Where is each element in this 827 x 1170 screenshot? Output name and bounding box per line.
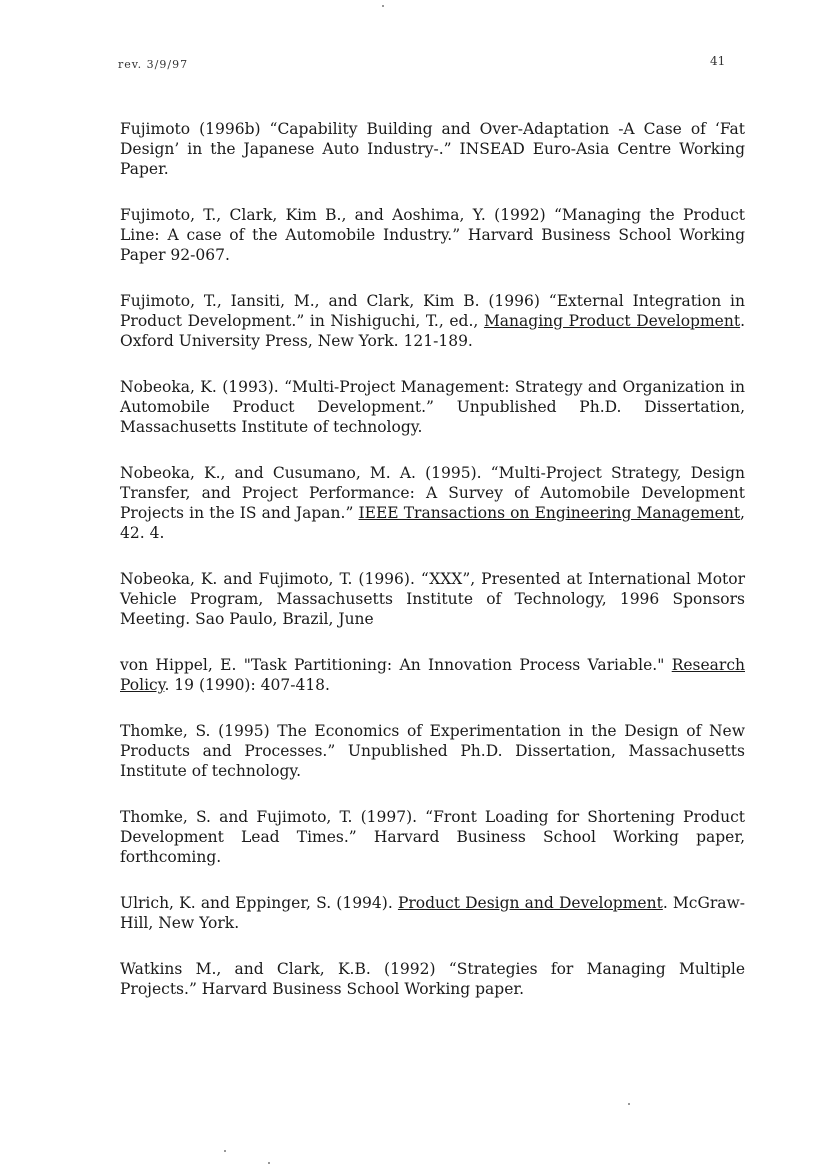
reference-text: , 42. 4. — [120, 504, 745, 542]
reference-text: Fujimoto (1996b) “Capability Building and Over-Adaptation -A Case of ‘Fat Design’ in the Japanese Auto Industry-.” INSEAD Euro-Asia Centre Working Paper. — [120, 120, 745, 178]
reference-title: IEEE Transactions on Engineering Management — [358, 504, 741, 522]
revision-date: rev. 3/9/97 — [118, 58, 189, 71]
reference-text: . 19 (1990): 407-418. — [164, 676, 330, 694]
reference-nobeoka-1993 — [120, 377, 745, 437]
reference-fujimoto-clark-aoshima-1992 — [120, 205, 745, 265]
scan-speck — [628, 1103, 630, 1105]
scan-speck — [268, 1162, 270, 1164]
reference-title: Product Design and Development — [397, 894, 663, 912]
reference-thomke-fujimoto-1997 — [120, 807, 745, 867]
reference-text: Watkins M., and Clark, K.B. (1992) “Strategies for Managing Multiple Projects.” Harvard Business School Working paper. — [120, 960, 745, 998]
reference-watkins-clark-1992 — [120, 959, 745, 999]
reference-text: Ulrich, K. and Eppinger, S. (1994). — [120, 894, 398, 912]
scan-speck — [224, 1150, 226, 1152]
reference-text: Thomke, S. and Fujimoto, T. (1997). “Front Loading for Shortening Product Development Lead Times.” Harvard Business School Working paper, forthcoming. — [120, 808, 745, 866]
reference-title: Research Policy — [120, 656, 745, 694]
reference-list — [120, 119, 745, 999]
reference-fujimoto-iansiti-clark-1996 — [120, 291, 745, 351]
scan-speck — [382, 5, 384, 7]
reference-thomke-1995 — [120, 721, 745, 781]
page-number: 41 — [710, 54, 726, 68]
reference-text: Thomke, S. (1995) The Economics of Experimentation in the Design of New Products and Processes.” Unpublished Ph.D. Dissertation, Massachusetts Institute of technology. — [120, 722, 745, 780]
reference-fujimoto-1996b — [120, 119, 745, 179]
reference-text: Nobeoka, K. (1993). “Multi-Project Management: Strategy and Organization in Automobile Product Development.” Unpublished Ph.D. Dissertation, Massachusetts Institute of technology. — [120, 378, 745, 436]
reference-nobeoka-cusumano-1995 — [120, 463, 745, 543]
reference-von-hippel-1990 — [120, 655, 745, 695]
reference-ulrich-eppinger-1994 — [120, 893, 745, 933]
reference-nobeoka-fujimoto-1996 — [120, 569, 745, 629]
reference-text: Nobeoka, K., and Cusumano, M. A. (1995). “Multi-Project Strategy, Design Transfer, and Project Performance: A Survey of Automobile Development Projects in the IS and Japan.” — [120, 464, 745, 522]
reference-text: Fujimoto, T., Clark, Kim B., and Aoshima, Y. (1992) “Managing the Product Line: A case of the Automobile Industry.” Harvard Business School Working Paper 92-067. — [120, 206, 745, 264]
reference-text: von Hippel, E. "Task Partitioning: An Innovation Process Variable." — [120, 656, 672, 674]
reference-title: Managing Product Development — [483, 312, 741, 330]
reference-text: . McGraw-Hill, New York. — [120, 894, 745, 932]
reference-text: Fujimoto, T., Iansiti, M., and Clark, Kim B. (1996) “External Integration in Product Development.” in Nishiguchi, T., ed., — [120, 292, 745, 330]
reference-text: . Oxford University Press, New York. 121-189. — [120, 312, 746, 350]
reference-text: Nobeoka, K. and Fujimoto, T. (1996). “XXX”, Presented at International Motor Vehicle Program, Massachusetts Institute of Technology, 1996 Sponsors Meeting. Sao Paulo, Brazil, June — [120, 570, 745, 628]
